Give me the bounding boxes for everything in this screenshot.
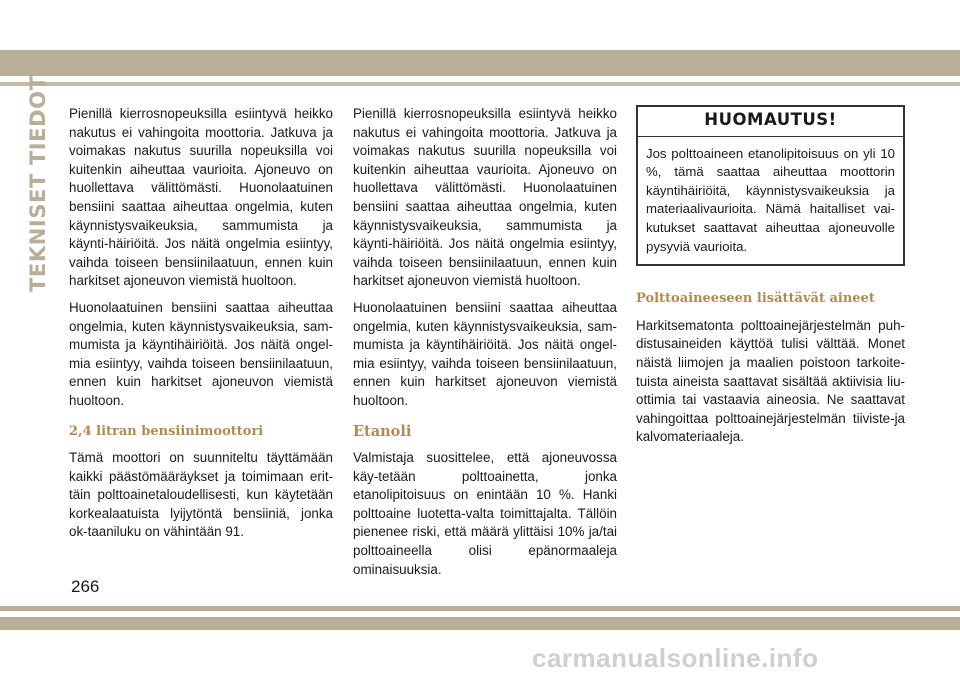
paragraph: Harkitsematonta polttoainejärjestelmän puh-distusaineiden käyttöä tulisi välttää. Monet näistä liimojen ja maalien poistoon tarkoite-tuista aineista saattavat sisältää aktiivisia liu-ottimia tai vastaavia aineosia. Ne saattavat vahingoittaa polttoainejärjestelmän tiiviste-ja kalvomateriaaleja. bbox=[636, 317, 905, 445]
section-heading: Polttoaineeseen lisättävät aineet bbox=[636, 291, 875, 307]
section-side-tab-label: TEKNISET TIEDOT bbox=[26, 75, 50, 292]
note-body: Jos polttoaineen etanolipitoisuus on yli 10 %, tämä saattaa aiheuttaa moottorin käyntihäiriöitä, käynnistysvaikeuksia ja materiaalivaurioita. Nämä haitalliset vai-kutukset saattavat aiheuttaa ajoneuvolle pysyviä vaurioita. bbox=[646, 145, 895, 254]
section-heading: Etanoli bbox=[353, 422, 412, 440]
note-title: HUOMAUTUS! bbox=[638, 107, 903, 137]
section-side-tab bbox=[22, 75, 50, 294]
header-band bbox=[0, 50, 960, 76]
paragraph: Valmistaja suosittelee, että ajoneuvossa käy-tetään polttoainetta, jonka etanolipitoisuus on enintään 10 %. Hanki polttoaine luotetta-valta toimittajalta. Tällöin pienenee riski, että määrä ylittäisi 10% ja/tai polttoaineella olisi epänormaaleja ominaisuuksia. bbox=[353, 450, 617, 577]
column-left bbox=[69, 105, 333, 550]
header-rule bbox=[0, 82, 960, 86]
column-middle bbox=[353, 105, 617, 587]
warning-note-box bbox=[636, 105, 905, 266]
paragraph: Tämä moottori on suunniteltu täyttämään kaikki päästömääräykset ja toimimaan erit-täin polttoainetaloudellisesti, kun käytetään korkealaatuista lyijytöntä bensiiniä, jonka ok-taaniluku on vähintään 91. bbox=[69, 450, 333, 540]
paragraph: Pienillä kierrosnopeuksilla esiintyvä heikko nakutus ei vahingoita moottoria. Jatkuva ja voimakas nakutus suurilla nopeuksilla voi kuitenkin aiheuttaa vaurioita. Ajoneuvo on huollettava välittömästi. Huonolaatuinen bensiini saattaa aiheuttaa ongelmia, kuten käynnistysvaikeuksia, sammumista ja käynti-häiriöitä. Jos näitä ongelmia esiintyy, vaihda toiseen bensiinilaatuun, ennen kuin harkitset ajoneuvon viemistä huoltoon. bbox=[353, 106, 617, 289]
footer-rule bbox=[0, 606, 960, 611]
paragraph: Huonolaatuinen bensiini saattaa aiheuttaa ongelmia, kuten käynnistysvaikeuksia, sam-mumista ja käyntihäiriöitä. Jos näitä ongel-mia esiintyy, vaihda toiseen bensiinilaatuun, ennen kuin harkitset ajoneuvon viemistä huoltoon. bbox=[69, 299, 333, 408]
watermark: carmanualsonline.info bbox=[532, 643, 819, 673]
column-right bbox=[636, 105, 905, 455]
section-heading: 2,4 litran bensiinimoottori bbox=[69, 423, 264, 439]
page-number: 266 bbox=[71, 577, 100, 596]
paragraph: Pienillä kierrosnopeuksilla esiintyvä heikko nakutus ei vahingoita moottoria. Jatkuva ja voimakas nakutus suurilla nopeuksilla voi kuitenkin aiheuttaa vaurioita. Ajoneuvo on huollettava välittömästi. Huonolaatuinen bensiini saattaa aiheuttaa ongelmia, kuten käynnistysvaikeuksia, sammumista ja käynti-häiriöitä. Jos näitä ongelmia esiintyy, vaihda toiseen bensiinilaatuun, ennen kuin harkitset ajoneuvon viemistä huoltoon. bbox=[69, 106, 333, 289]
paragraph: Huonolaatuinen bensiini saattaa aiheuttaa ongelmia, kuten käynnistysvaikeuksia, sam-mumista ja käyntihäiriöitä. Jos näitä ongel-mia esiintyy, vaihda toiseen bensiinilaatuun, ennen kuin harkitset ajoneuvon viemistä huoltoon. bbox=[353, 299, 617, 408]
footer-band bbox=[0, 617, 960, 630]
